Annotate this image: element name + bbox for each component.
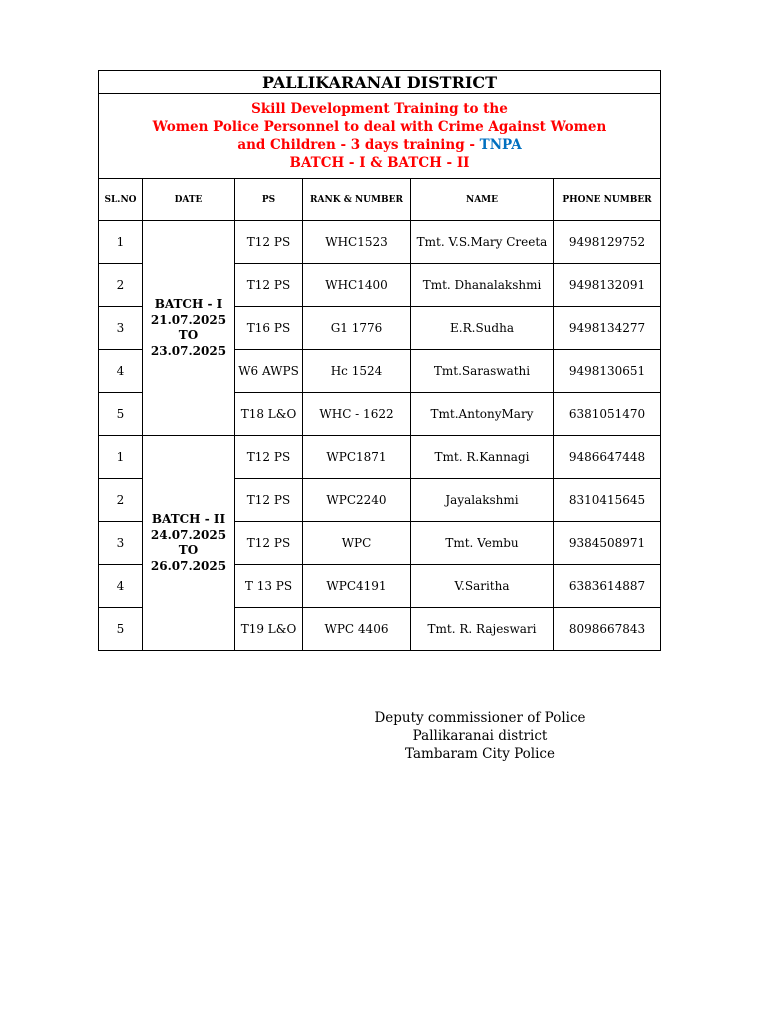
cell-slno: 2	[99, 479, 143, 522]
cell-slno: 2	[99, 264, 143, 307]
tnpa-highlight: TNPA	[479, 137, 522, 153]
cell-phone: 8310415645	[554, 479, 661, 522]
cell-rank: WPC 4406	[303, 608, 411, 651]
cell-rank: WHC1523	[303, 221, 411, 264]
cell-phone: 8098667843	[554, 608, 661, 651]
cell-phone: 9498134277	[554, 307, 661, 350]
cell-phone: 6383614887	[554, 565, 661, 608]
cell-ps: T12 PS	[235, 264, 303, 307]
cell-rank: WPC2240	[303, 479, 411, 522]
signature-office: Tambaram City Police	[405, 746, 555, 762]
district-title: PALLIKARANAI DISTRICT	[99, 71, 661, 94]
header-rank: RANK & NUMBER	[303, 179, 411, 221]
cell-name: Tmt. R.Kannagi	[411, 436, 554, 479]
cell-ps: T12 PS	[235, 522, 303, 565]
cell-rank: WPC	[303, 522, 411, 565]
cell-slno: 3	[99, 307, 143, 350]
cell-name: V.Saritha	[411, 565, 554, 608]
cell-rank: WPC1871	[303, 436, 411, 479]
header-date: DATE	[143, 179, 235, 221]
header-name: NAME	[411, 179, 554, 221]
batch-date-cell	[143, 436, 235, 651]
roster-body	[99, 221, 661, 651]
header-slno: SL.NO	[99, 179, 143, 221]
batch-start: 24.07.2025	[150, 527, 227, 542]
batch-end: 26.07.2025	[150, 558, 227, 573]
cell-rank: WPC4191	[303, 565, 411, 608]
cell-name: Tmt. R. Rajeswari	[411, 608, 554, 651]
cell-rank: WHC - 1622	[303, 393, 411, 436]
subtitle-line-4: BATCH - I & BATCH - II	[289, 155, 470, 171]
subtitle-line-2: Women Police Personnel to deal with Crime Against Women	[152, 119, 607, 135]
cell-name: Tmt.Saraswathi	[411, 350, 554, 393]
cell-name: Jayalakshmi	[411, 479, 554, 522]
batch-start: 21.07.2025	[150, 312, 227, 327]
cell-ps: T12 PS	[235, 221, 303, 264]
cell-name: Tmt. Vembu	[411, 522, 554, 565]
cell-rank: WHC1400	[303, 264, 411, 307]
cell-ps: W6 AWPS	[235, 350, 303, 393]
cell-slno: 5	[99, 608, 143, 651]
cell-ps: T18 L&O	[235, 393, 303, 436]
header-ps: PS	[235, 179, 303, 221]
cell-slno: 5	[99, 393, 143, 436]
cell-slno: 4	[99, 350, 143, 393]
subtitle-line-1: Skill Development Training to the	[251, 101, 508, 117]
signature-block	[360, 709, 600, 763]
signature-district: Pallikaranai district	[412, 728, 548, 744]
cell-rank: Hc 1524	[303, 350, 411, 393]
table-header-row	[99, 179, 661, 221]
cell-phone: 6381051470	[554, 393, 661, 436]
cell-name: Tmt. V.S.Mary Creeta	[411, 221, 554, 264]
signature-designation: Deputy commissioner of Police	[374, 710, 586, 726]
batch-to: TO	[178, 543, 199, 557]
training-roster-table	[98, 70, 661, 651]
cell-rank: G1 1776	[303, 307, 411, 350]
batch-label: BATCH - I	[154, 297, 223, 311]
cell-name: E.R.Sudha	[411, 307, 554, 350]
cell-phone: 9498129752	[554, 221, 661, 264]
cell-slno: 1	[99, 436, 143, 479]
cell-ps: T19 L&O	[235, 608, 303, 651]
cell-slno: 1	[99, 221, 143, 264]
cell-ps: T12 PS	[235, 436, 303, 479]
cell-phone: 9498130651	[554, 350, 661, 393]
cell-ps: T16 PS	[235, 307, 303, 350]
table-row	[99, 436, 661, 479]
table-row	[99, 221, 661, 264]
cell-ps: T 13 PS	[235, 565, 303, 608]
training-subtitle	[99, 94, 661, 179]
header-phone: PHONE NUMBER	[554, 179, 661, 221]
batch-date-cell	[143, 221, 235, 436]
subtitle-line-3-text: and Children - 3 days training -	[237, 137, 480, 153]
cell-name: Tmt.AntonyMary	[411, 393, 554, 436]
subtitle-line-3	[99, 136, 660, 154]
cell-slno: 4	[99, 565, 143, 608]
cell-ps: T12 PS	[235, 479, 303, 522]
batch-to: TO	[178, 328, 199, 342]
batch-end: 23.07.2025	[150, 343, 227, 358]
cell-phone: 9498132091	[554, 264, 661, 307]
cell-phone: 9486647448	[554, 436, 661, 479]
cell-phone: 9384508971	[554, 522, 661, 565]
cell-name: Tmt. Dhanalakshmi	[411, 264, 554, 307]
batch-label: BATCH - II	[151, 512, 226, 526]
cell-slno: 3	[99, 522, 143, 565]
